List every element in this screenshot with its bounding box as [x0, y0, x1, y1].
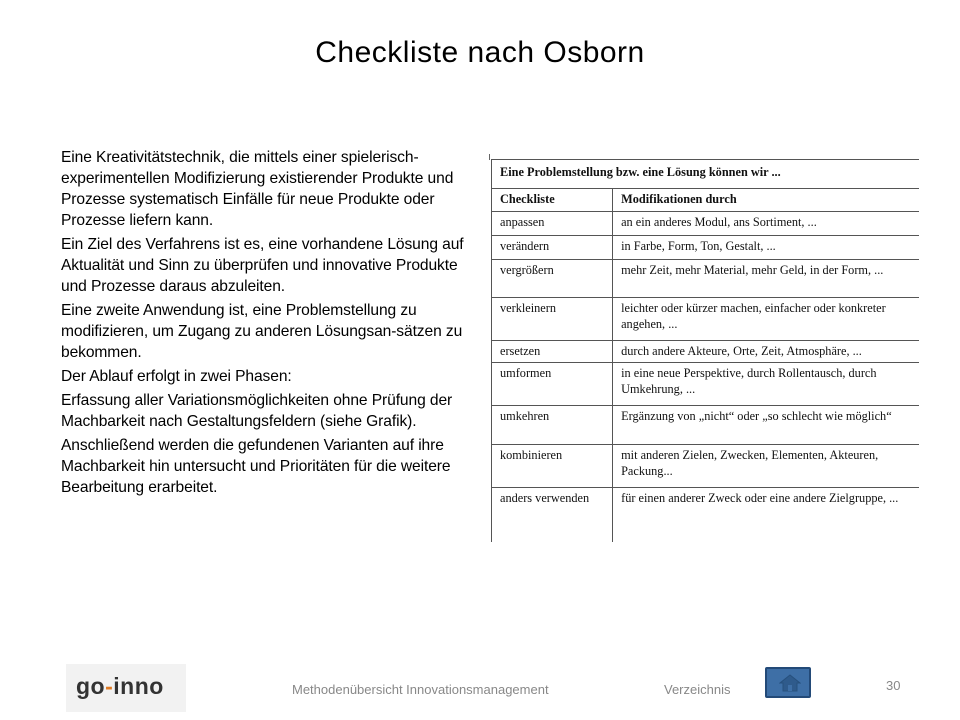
row-term: umformen	[492, 363, 613, 406]
logo-dash: -	[105, 673, 114, 699]
header-modifikationen: Modifikationen durch	[613, 189, 919, 212]
row-term: umkehren	[492, 406, 613, 445]
table-row	[492, 341, 920, 363]
logo-part-inno: inno	[113, 673, 164, 699]
table-caption: Eine Problemstellung bzw. eine Lösung können wir ...	[492, 160, 920, 189]
paragraph-5: Erfassung aller Variationsmöglichkeiten ohne Prüfung der Machbarkeit nach Gestaltungsfeldern (siehe Grafik).	[61, 392, 453, 430]
paragraph-1: Eine Kreativitätstechnik, die mittels einer spielerisch-experimentellen Modifizierung existierender Produkte und Prozesse systematisch Einfälle für neue Produkte oder Prozesse liefern kann.	[61, 149, 454, 229]
paragraph-6: Anschließend werden die gefundenen Varianten auf ihre Machbarkeit hin untersucht und Prioritäten für die weitere Bearbeitung erarbeitet.	[61, 437, 451, 496]
table-row	[492, 212, 920, 236]
logo-part-go: go	[76, 673, 106, 699]
go-inno-logo	[66, 664, 186, 712]
paragraph-4: Der Ablauf erfolgt in zwei Phasen:	[61, 368, 292, 385]
checklist-table-image	[489, 154, 919, 542]
verzeichnis-link[interactable]: Verzeichnis	[664, 682, 731, 697]
row-modification: in Farbe, Form, Ton, Gestalt, ...	[613, 236, 919, 260]
row-term: ersetzen	[492, 341, 613, 363]
table-row	[492, 298, 920, 341]
table-caption-row	[492, 160, 920, 189]
row-term: kombinieren	[492, 445, 613, 488]
row-modification: leichter oder kürzer machen, einfacher oder konkreter angehen, ...	[613, 298, 919, 341]
row-modification: in eine neue Perspektive, durch Rollentausch, durch Umkehrung, ...	[613, 363, 919, 406]
table-row	[492, 363, 920, 406]
row-term: anders verwenden	[492, 488, 613, 543]
row-term: anpassen	[492, 212, 613, 236]
footer-title: Methodenübersicht Innovationsmanagement	[292, 682, 549, 697]
home-icon	[779, 674, 801, 692]
row-modification: an ein anderes Modul, ans Sortiment, ...	[613, 212, 919, 236]
table-row	[492, 488, 920, 543]
table-row	[492, 236, 920, 260]
paragraph-3: Eine zweite Anwendung ist, eine Problemstellung zu modifizieren, um Zugang zu anderen Lösungsan-sätzen zu bekommen.	[61, 302, 463, 361]
row-term: vergrößern	[492, 260, 613, 298]
row-modification: mehr Zeit, mehr Material, mehr Geld, in der Form, ...	[613, 260, 919, 298]
row-term: verändern	[492, 236, 613, 260]
home-button[interactable]	[765, 667, 811, 698]
table-row	[492, 260, 920, 298]
table-corner-mark	[489, 154, 490, 160]
row-modification: Ergänzung von „nicht“ oder „so schlecht wie möglich“	[613, 406, 919, 445]
paragraph-2: Ein Ziel des Verfahrens ist es, eine vorhandene Lösung auf Aktualität und Sinn zu überprüfen und innovative Produkte und Prozesse daraus abzuleiten.	[61, 236, 464, 295]
table-row	[492, 445, 920, 488]
logo-wordmark	[76, 673, 164, 700]
slide-title: Checkliste nach Osborn	[315, 36, 645, 69]
row-modification: für einen anderer Zweck oder eine andere Zielgruppe, ...	[613, 488, 919, 543]
body-text	[61, 147, 465, 501]
header-checkliste: Checkliste	[492, 189, 613, 212]
checklist-table	[491, 159, 919, 542]
table-row	[492, 406, 920, 445]
row-modification: durch andere Akteure, Orte, Zeit, Atmosphäre, ...	[613, 341, 919, 363]
page-number: 30	[886, 678, 901, 693]
row-modification: mit anderen Zielen, Zwecken, Elementen, Akteuren, Packung...	[613, 445, 919, 488]
row-term: verkleinern	[492, 298, 613, 341]
table-header-row	[492, 189, 920, 212]
